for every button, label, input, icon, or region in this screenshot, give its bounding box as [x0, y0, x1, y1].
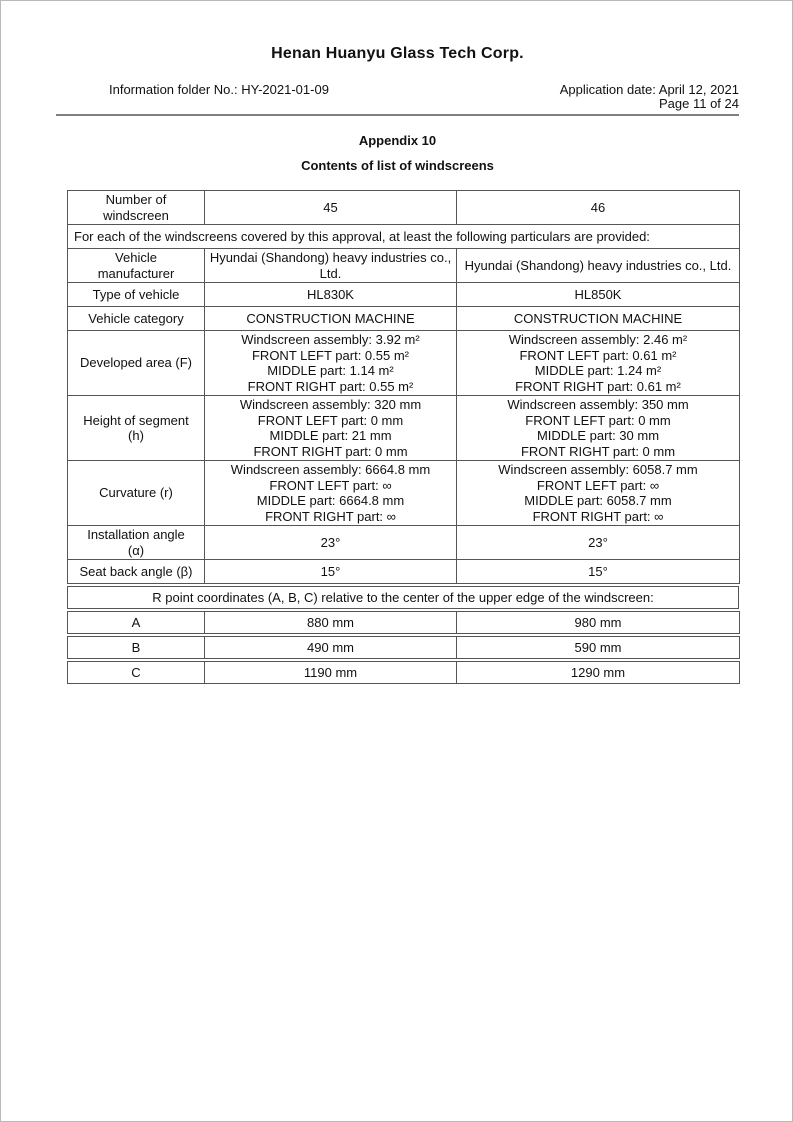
cell-installation-angle-45: 23°: [205, 526, 457, 560]
value-line: MIDDLE part: 21 mm: [269, 428, 392, 443]
cell-manufacturer-45: Hyundai (Shandong) heavy industries co., Ltd.: [205, 249, 457, 283]
value-line: MIDDLE part: 6058.7 mm: [524, 493, 672, 508]
value-line: FRONT LEFT part: ∞: [269, 477, 392, 493]
table-row-r-point-note: [68, 587, 739, 609]
value-line: FRONT LEFT part: 0.55 m²: [251, 347, 409, 363]
cell-curvature-45: [205, 461, 457, 526]
table-row-category: [68, 307, 740, 331]
table-row-manufacturer: [68, 249, 740, 283]
row-label-vehicle-category: Vehicle category: [68, 307, 205, 331]
appendix-title: Appendix 10: [358, 133, 437, 148]
row-label-vehicle-manufacturer: Vehicle manufacturer: [68, 249, 205, 283]
table-row-developed-area: [68, 331, 740, 396]
cell-height-segment-46: [457, 396, 740, 461]
cell-coord-b-46: 590 mm: [457, 637, 740, 659]
value-line: MIDDLE part: 30 mm: [536, 428, 660, 443]
table-row-type: [68, 283, 740, 307]
table-row-curvature: [68, 461, 740, 526]
cell-manufacturer-46: Hyundai (Shandong) heavy industries co., Ltd.: [457, 249, 740, 283]
row-label-coord-b: B: [68, 637, 205, 659]
info-folder-number: Information folder No.: HY-2021-01-09: [109, 82, 329, 97]
cell-developed-area-46: [457, 331, 740, 396]
table-row-coord-c: [68, 662, 740, 684]
table-row-seat-back-angle: [68, 560, 740, 584]
value-line: MIDDLE part: 1.14 m²: [267, 363, 394, 378]
table-row-coord-a: [68, 612, 740, 634]
value-line: Windscreen assembly: 350 mm: [507, 397, 689, 412]
value-line: Windscreen assembly: 6058.7 mm: [498, 462, 698, 477]
coord-b-table: [67, 636, 740, 659]
row-label-type-of-vehicle: Type of vehicle: [68, 283, 205, 307]
value-line: FRONT RIGHT part: 0.55 m²: [247, 378, 414, 394]
cell-installation-angle-46: 23°: [457, 526, 740, 560]
value-line: FRONT LEFT part: 0.61 m²: [519, 347, 677, 363]
row-label-coord-c: C: [68, 662, 205, 684]
value-line: FRONT LEFT part: ∞: [536, 477, 660, 493]
cell-type-46: HL850K: [457, 283, 740, 307]
cell-developed-area-45: [205, 331, 457, 396]
cell-type-45: HL830K: [205, 283, 457, 307]
table-row-note: [68, 225, 740, 249]
cell-coord-c-45: 1190 mm: [205, 662, 457, 684]
cell-category-46: CONSTRUCTION MACHINE: [457, 307, 740, 331]
value-line: FRONT RIGHT part: 0.61 m²: [515, 378, 681, 394]
value-line: Windscreen assembly: 320 mm: [239, 397, 422, 412]
row-label-seat-back-angle: Seat back angle (β): [68, 560, 205, 584]
page-subtitle: Contents of list of windscreens: [301, 158, 494, 173]
page-number: Page 11 of 24: [659, 96, 739, 111]
value-line: FRONT RIGHT part: 0 mm: [520, 443, 676, 459]
table-row-number: [68, 191, 740, 225]
cell-category-45: CONSTRUCTION MACHINE: [205, 307, 457, 331]
windscreen-table: [67, 190, 740, 584]
cell-seat-back-angle-45: 15°: [205, 560, 457, 584]
cell-curvature-46: [457, 461, 740, 526]
row-label-developed-area: Developed area (F): [68, 331, 205, 396]
application-date: Application date: April 12, 2021: [559, 82, 739, 97]
value-line: MIDDLE part: 1.24 m²: [534, 363, 662, 378]
table-row-height-segment: [68, 396, 740, 461]
approval-note: For each of the windscreens covered by this approval, at least the following particulars are provided:: [68, 225, 740, 249]
cell-seat-back-angle-46: 15°: [457, 560, 740, 584]
value-line: FRONT RIGHT part: ∞: [265, 508, 396, 524]
r-point-header-table: [67, 586, 739, 609]
table-row-installation-angle: [68, 526, 740, 560]
row-label-coord-a: A: [68, 612, 205, 634]
row-label-number-of-windscreen: Number of windscreen: [68, 191, 205, 225]
row-label-curvature: Curvature (r): [68, 461, 205, 526]
meta-right-block: [560, 83, 739, 111]
cell-coord-a-45: 880 mm: [205, 612, 457, 634]
value-line: FRONT LEFT part: 0 mm: [525, 412, 671, 428]
cell-coord-b-45: 490 mm: [205, 637, 457, 659]
row-label-installation-angle: Installation angle (α): [68, 526, 205, 560]
r-point-note: R point coordinates (A, B, C) relative to the center of the upper edge of the windscreen:: [68, 587, 739, 609]
cell-height-segment-45: [205, 396, 457, 461]
value-line: FRONT LEFT part: 0 mm: [257, 412, 404, 428]
coord-a-table: [67, 611, 740, 634]
page-content: [56, 45, 739, 684]
value-line: FRONT RIGHT part: ∞: [532, 508, 664, 524]
value-line: Windscreen assembly: 6664.8 mm: [230, 462, 431, 477]
document-meta: [56, 83, 739, 111]
cell-number-46: 46: [457, 191, 740, 225]
value-line: Windscreen assembly: 3.92 m²: [241, 332, 420, 347]
header-divider: [56, 114, 739, 116]
cell-coord-a-46: 980 mm: [457, 612, 740, 634]
cell-number-45: 45: [205, 191, 457, 225]
table-row-coord-b: [68, 637, 740, 659]
row-label-height-of-segment: Height of segment (h): [68, 396, 205, 461]
value-line: FRONT RIGHT part: 0 mm: [253, 443, 408, 459]
company-title: Henan Huanyu Glass Tech Corp.: [271, 45, 524, 62]
cell-coord-c-46: 1290 mm: [457, 662, 740, 684]
value-line: Windscreen assembly: 2.46 m²: [508, 332, 688, 347]
value-line: MIDDLE part: 6664.8 mm: [256, 493, 405, 508]
coord-c-table: [67, 661, 740, 684]
